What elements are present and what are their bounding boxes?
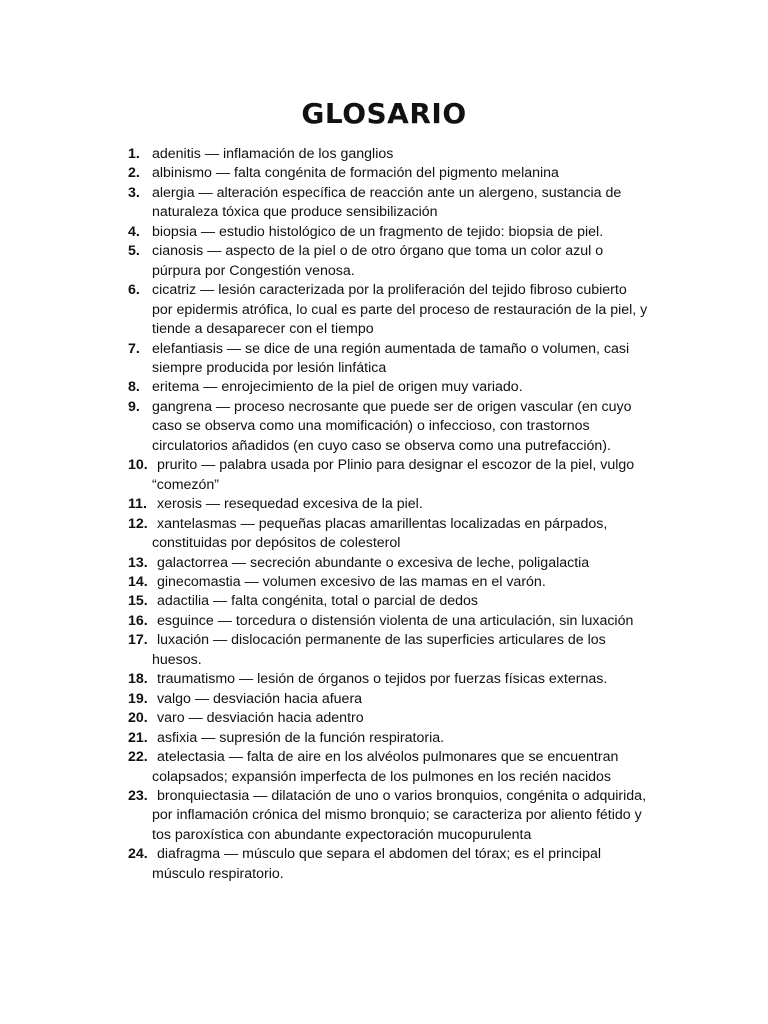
glossary-item: [128, 223, 648, 242]
glossary-item: [128, 554, 648, 573]
glossary-item: [128, 398, 648, 456]
item-number: 10.: [128, 457, 148, 474]
glossary-item: [128, 242, 648, 281]
item-text: asfixia — supresión de la función respiratoria.: [157, 729, 445, 746]
item-text: galactorrea — secreción abundante o excesiva de leche, poligalactia: [157, 554, 590, 571]
item-number: 2.: [128, 165, 140, 182]
page-title: GLOSARIO: [301, 97, 467, 130]
glossary-item: [128, 573, 648, 592]
item-number: 5.: [128, 243, 140, 260]
glossary-item: [128, 709, 648, 728]
glossary-item: [128, 748, 648, 787]
glossary-item: [128, 184, 648, 223]
glossary-item: [128, 515, 648, 554]
item-text: adactilia — falta congénita, total o parcial de dedos: [157, 593, 478, 610]
item-text: gangrena — proceso necrosante que puede ser de origen vascular (en cuyo caso se observa como una momificación) o infeccioso, con trastornos circulatorios añadidos (en cuyo caso se observa como una putrefacción).: [152, 398, 632, 454]
item-text: esguince — torcedura o distensión violenta de una articulación, sin luxación: [157, 612, 634, 629]
item-number: 18.: [128, 671, 148, 688]
glossary-item: [128, 378, 648, 397]
item-number: 19.: [128, 690, 148, 707]
item-number: 7.: [128, 340, 140, 357]
item-text: biopsia — estudio histológico de un fragmento de tejido: biopsia de piel.: [152, 223, 604, 240]
glossary-item: [128, 340, 648, 379]
item-number: 6.: [128, 282, 140, 299]
item-number: 14.: [128, 573, 148, 590]
item-text: albinismo — falta congénita de formación del pigmento melanina: [152, 165, 559, 182]
glossary-item: [128, 145, 648, 164]
item-text: valgo — desviación hacia afuera: [157, 690, 363, 707]
glossary-item: [128, 845, 648, 884]
item-number: 21.: [128, 729, 148, 746]
item-number: 11.: [128, 496, 147, 513]
glossary-item: [128, 592, 648, 611]
glossary-item: [128, 456, 648, 495]
glossary-item: [128, 631, 648, 670]
item-number: 12.: [128, 515, 148, 532]
glossary-item: [128, 612, 648, 631]
item-number: 3.: [128, 184, 140, 201]
item-text: elefantiasis — se dice de una región aumentada de tamaño o volumen, casi siempre producida por lesión linfática: [152, 340, 630, 376]
item-text: bronquiectasia — dilatación de uno o varios bronquios, congénita o adquirida, por inflamación crónica del mismo bronquio; se caracteriza por aliento fétido y tos paroxística con abundante expectoración mucopurulenta: [152, 787, 647, 843]
item-text: xerosis — resequedad excesiva de la piel.: [157, 496, 423, 513]
item-number: 20.: [128, 710, 148, 727]
item-number: 1.: [128, 146, 140, 162]
item-text: cicatriz — lesión caracterizada por la proliferación del tejido fibroso cubierto por epidermis atrófica, lo cual es parte del proceso de restauración de la piel, y tiende a desaparecer con el tiempo: [152, 282, 648, 338]
item-text: adenitis — inflamación de los ganglios: [152, 146, 394, 162]
item-text: diafragma — músculo que separa el abdomen del tórax; es el principal músculo respiratorio.: [152, 846, 601, 882]
glossary-item: [128, 281, 648, 339]
glossary-item: [128, 787, 648, 845]
item-number: 24.: [128, 846, 148, 863]
item-text: cianosis — aspecto de la piel o de otro órgano que toma un color azul o púrpura por Congestión venosa.: [152, 243, 604, 279]
item-number: 8.: [128, 379, 140, 396]
item-text: ginecomastia — volumen excesivo de las mamas en el varón.: [157, 573, 546, 590]
item-text: luxación — dislocación permanente de las superficies articulares de los huesos.: [152, 632, 606, 668]
glossary-item: [128, 164, 648, 183]
item-number: 13.: [128, 554, 148, 571]
glossary-item: [128, 495, 648, 514]
item-number: 4.: [128, 223, 140, 240]
item-number: 15.: [128, 593, 148, 610]
item-text: eritema — enrojecimiento de la piel de origen muy variado.: [152, 379, 523, 396]
glossary-item: [128, 729, 648, 748]
item-text: atelectasia — falta de aire en los alvéolos pulmonares que se encuentran colapsados; expansión imperfecta de los pulmones en los recién nacidos: [152, 749, 619, 785]
item-text: prurito — palabra usada por Plinio para designar el escozor de la piel, vulgo “comezón”: [152, 457, 635, 493]
item-text: xantelasmas — pequeñas placas amarillentas localizadas en párpados, constituidas por depósitos de colesterol: [152, 515, 608, 552]
item-text: alergia — alteración específica de reacción ante un alergeno, sustancia de naturaleza tóxica que produce sensibilización: [152, 184, 622, 221]
item-number: 16.: [128, 612, 148, 629]
item-number: 22.: [128, 749, 148, 766]
glossary-item: [128, 690, 648, 709]
item-number: 17.: [128, 632, 148, 649]
item-text: varo — desviación hacia adentro: [157, 710, 364, 727]
glossary-list: [128, 145, 648, 884]
item-number: 23.: [128, 787, 148, 804]
item-text: traumatismo — lesión de órganos o tejidos por fuerzas físicas externas.: [157, 671, 608, 688]
item-number: 9.: [128, 398, 140, 415]
glossary-item: [128, 670, 648, 689]
